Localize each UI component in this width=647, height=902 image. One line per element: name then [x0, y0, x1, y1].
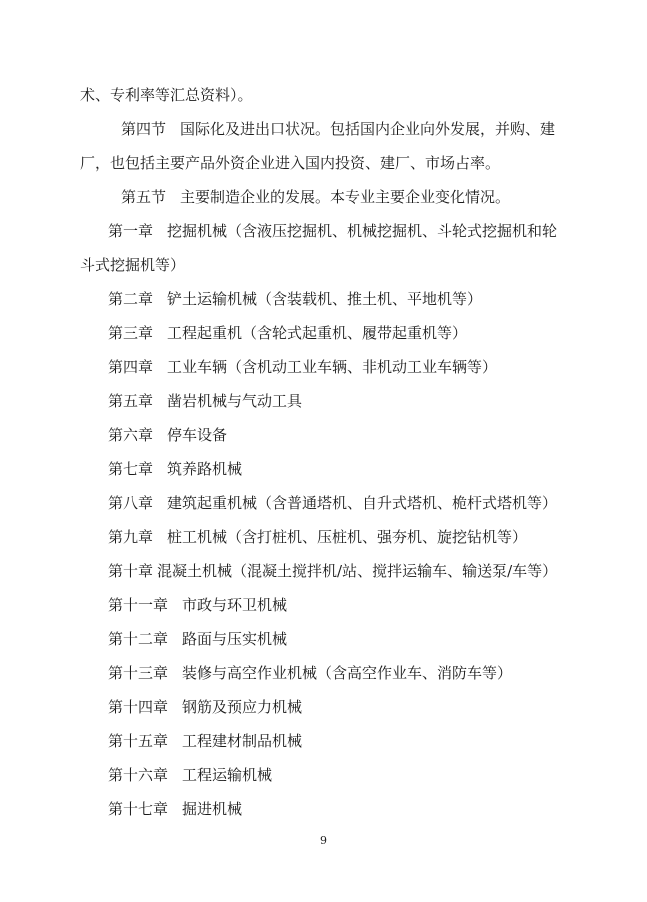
chapter-title: 筑养路机械	[167, 460, 243, 478]
chapter-entry-8	[108, 493, 557, 513]
chapter-label: 第十五章	[108, 732, 169, 750]
chapter-label: 第五章	[108, 392, 154, 410]
chapter-label: 第十二章	[108, 630, 169, 648]
section-text: 主要制造企业的发展。本专业主要企业变化情况。	[180, 188, 511, 206]
chapter-entry-5	[108, 391, 302, 411]
section-heading-4	[121, 119, 555, 139]
chapter-label: 第三章	[108, 324, 154, 342]
chapter-title: 挖掘机械（含液压挖掘机、机械挖掘机、斗轮式挖掘机和轮	[167, 222, 558, 240]
chapter-title: 路面与压实机械	[182, 630, 288, 648]
chapter-label: 第六章	[108, 426, 154, 444]
paragraph-continuation-line	[80, 85, 253, 105]
chapter-label: 第九章	[108, 528, 154, 546]
continuation-text: 厂，也包括主要产品外资企业进入国内投资、建厂、市场占率。	[80, 154, 501, 172]
chapter-title: 市政与环卫机械	[182, 596, 288, 614]
chapter-title: 工程运输机械	[182, 766, 273, 784]
chapter-entry-12	[108, 629, 287, 649]
chapter-label: 第十七章	[108, 800, 169, 818]
chapter-entry-15	[108, 731, 302, 751]
chapter-entry-13	[108, 663, 512, 683]
continuation-text: 斗式挖掘机等）	[80, 256, 186, 274]
chapter-title: 建筑起重机械（含普通塔机、自升式塔机、桅杆式塔机等）	[167, 494, 558, 512]
chapter-title-continuation	[80, 255, 185, 275]
chapter-entry-14	[108, 697, 302, 717]
chapter-label: 第十六章	[108, 766, 169, 784]
section-heading-5	[121, 187, 510, 207]
chapter-title: 桩工机械（含打桩机、压桩机、强夯机、旋挖钻机等）	[167, 528, 528, 546]
chapter-label: 第十三章	[108, 664, 169, 682]
chapter-entry-9	[108, 527, 527, 547]
chapter-label: 第十一章	[108, 596, 169, 614]
chapter-label: 第十章	[108, 562, 154, 580]
chapter-title: 钢筋及预应力机械	[182, 698, 303, 716]
chapter-title: 工业车辆（含机动工业车辆、非机动工业车辆等）	[167, 358, 498, 376]
continuation-text: 术、专利率等汇总资料）。	[80, 86, 253, 104]
chapter-label: 第八章	[108, 494, 154, 512]
chapter-entry-17	[108, 799, 242, 819]
chapter-title: 掘进机械	[182, 800, 243, 818]
chapter-entry-1	[108, 221, 557, 241]
chapter-title: 铲土运输机械（含装载机、推土机、平地机等）	[167, 290, 483, 308]
section-text: 国际化及进出口状况。包括国内企业向外发展，并购、建	[180, 120, 556, 138]
chapter-title: 装修与高空作业机械（含高空作业车、消防车等）	[182, 664, 513, 682]
chapter-title: 混凝土机械（混凝土搅拌机/站、搅拌运输车、输送泵/车等）	[157, 562, 558, 580]
paragraph-continuation-line	[80, 153, 500, 173]
chapter-entry-3	[108, 323, 467, 343]
chapter-label: 第七章	[108, 460, 154, 478]
page-number: 9	[320, 834, 327, 847]
chapter-label: 第十四章	[108, 698, 169, 716]
section-label: 第五节	[121, 188, 167, 206]
chapter-entry-11	[108, 595, 287, 615]
chapter-entry-7	[108, 459, 242, 479]
chapter-entry-2	[108, 289, 482, 309]
chapter-title: 停车设备	[167, 426, 228, 444]
chapter-entry-4	[108, 357, 497, 377]
chapter-title: 工程起重机（含轮式起重机、履带起重机等）	[167, 324, 468, 342]
chapter-label: 第一章	[108, 222, 154, 240]
chapter-label: 第四章	[108, 358, 154, 376]
chapter-entry-6	[108, 425, 227, 445]
section-label: 第四节	[121, 120, 167, 138]
chapter-title: 工程建材制品机械	[182, 732, 303, 750]
chapter-entry-16	[108, 765, 272, 785]
chapter-entry-10	[108, 561, 557, 581]
chapter-label: 第二章	[108, 290, 154, 308]
chapter-title: 凿岩机械与气动工具	[167, 392, 303, 410]
